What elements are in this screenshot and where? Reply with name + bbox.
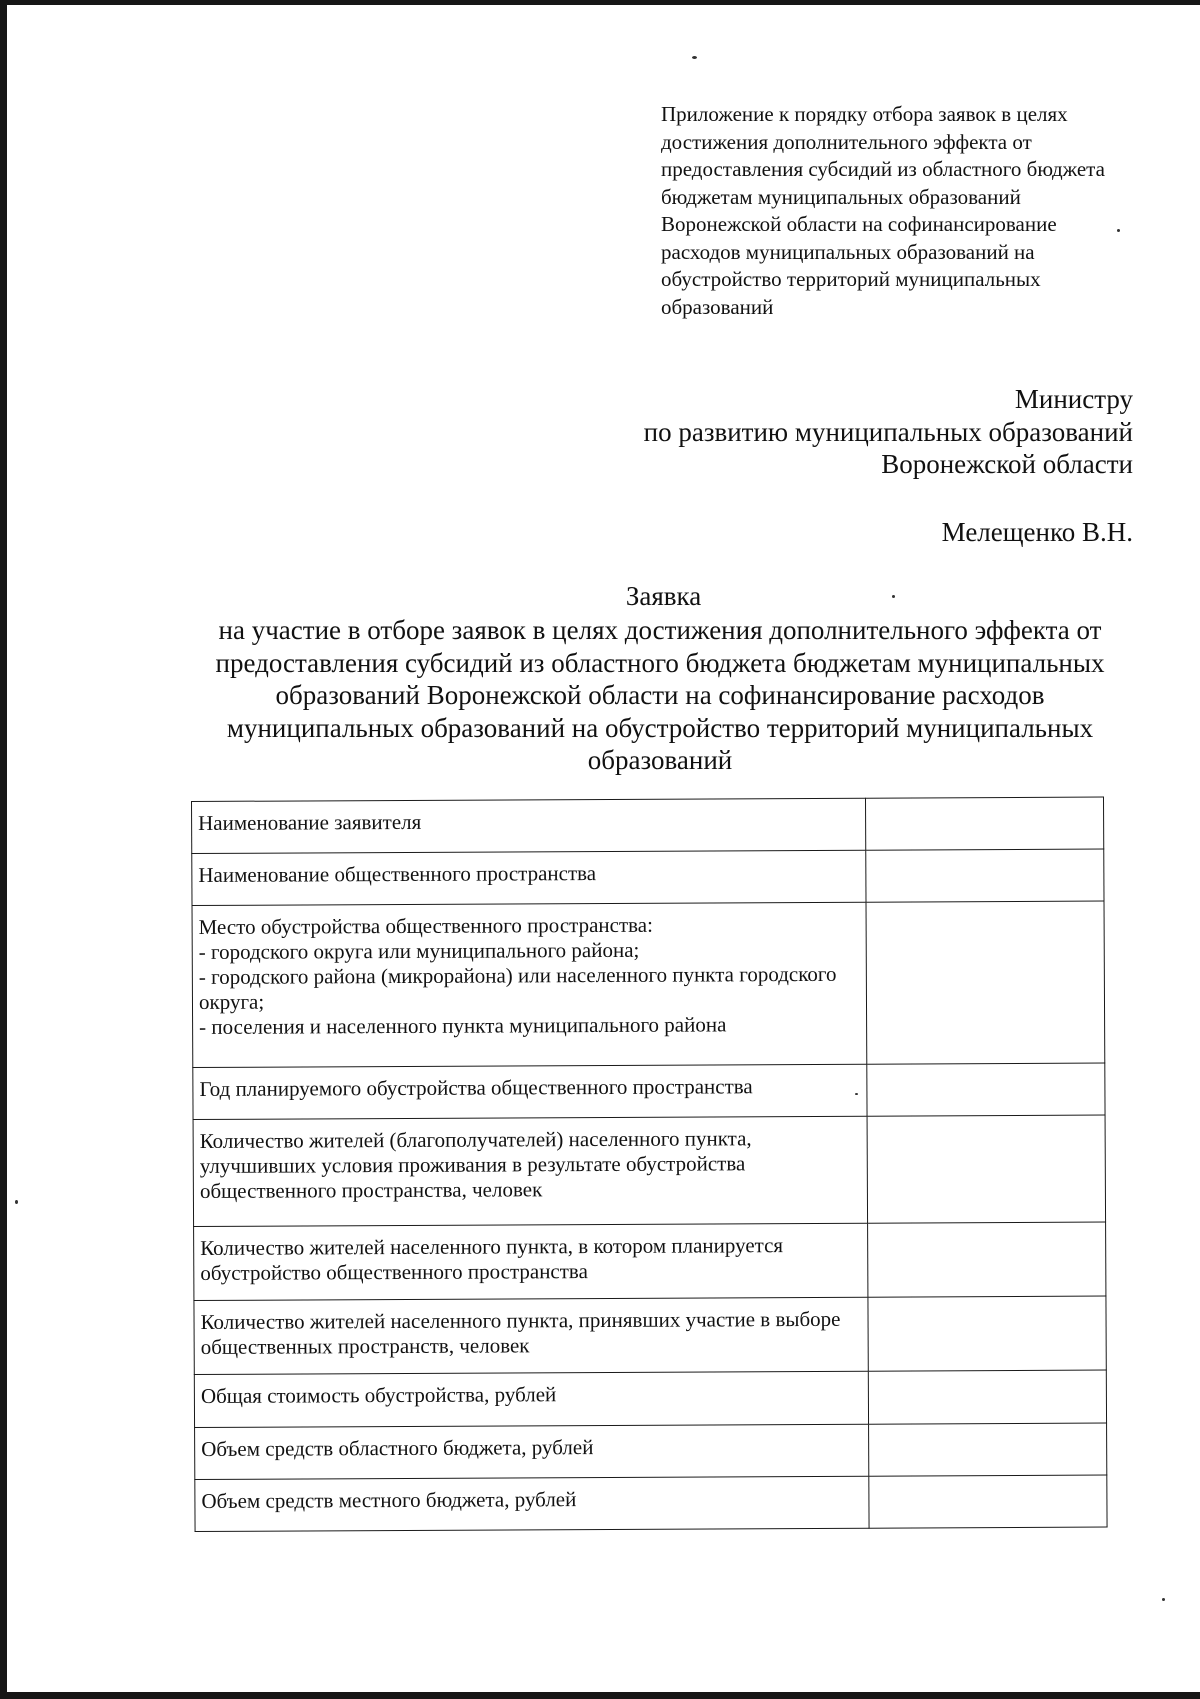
field-label: Общая стоимость обустройства, рублей [194, 1371, 869, 1427]
scan-speck [1162, 1598, 1165, 1601]
table-row [192, 901, 1105, 1067]
field-label: Наименование общественного пространства [192, 850, 867, 905]
table-row [192, 797, 1104, 853]
table-row [194, 1296, 1106, 1374]
field-value[interactable] [866, 849, 1104, 902]
document-subtitle: на участие в отборе заявок в целях достижения дополнительного эффекта от предоставления субсидий из областного бюджета бюджетам муниципальных образований Воронежской области на софинансирование расходов муниципальных образований на обустройство территорий муниципальных образований [215, 615, 1105, 775]
scan-speck [15, 1200, 18, 1204]
field-value[interactable] [866, 797, 1104, 850]
field-label: Объем средств областного бюджета, рублей [195, 1424, 870, 1479]
table-row [194, 1222, 1106, 1300]
scan-speck [692, 56, 697, 59]
field-value[interactable] [869, 1370, 1107, 1424]
field-value[interactable] [867, 1115, 1105, 1223]
field-label: Год планируемого обустройства общественного пространства [193, 1064, 868, 1119]
field-value[interactable] [868, 1296, 1106, 1371]
field-label: Количество жителей населенного пункта, принявших участие в выборе общественных пространств, человек [194, 1297, 869, 1374]
field-value[interactable] [867, 1063, 1105, 1116]
table-row [194, 1370, 1106, 1427]
scan-border-bottom [0, 1692, 1200, 1699]
document-title: Заявка [625, 581, 702, 611]
table-row [195, 1475, 1107, 1531]
field-value[interactable] [868, 1222, 1106, 1297]
scan-border-top [0, 0, 1200, 5]
application-form-table [191, 797, 1108, 1532]
addressee-region: Воронежской области [881, 449, 1133, 479]
field-value[interactable] [869, 1423, 1107, 1476]
addressee-title: Министру [1014, 384, 1133, 414]
field-label: Количество жителей населенного пункта, в котором планируется обустройство общественного пространства [194, 1223, 869, 1300]
field-label: Объем средств местного бюджета, рублей [195, 1476, 870, 1531]
table-row [193, 1115, 1106, 1226]
field-value[interactable] [866, 901, 1104, 1064]
scan-border-left [0, 0, 7, 1699]
addressee-department: по развитию муниципальных образований [643, 416, 1133, 447]
field-label: Место обустройства общественного пространства: - городского округа или муниципального района; - городского района (микрорайона) или населенного пункта городского округа; - поселения и населенного пункта муниципального района [192, 902, 867, 1067]
field-label: Количество жителей (благополучателей) населенного пункта, улучшивших условия проживания в результате обустройства общественного пространства, человек [193, 1116, 868, 1226]
appendix-note: Приложение к порядку отбора заявок в целях достижения дополнительного эффекта от предоставления субсидий из областного бюджета бюджетам муниципальных образований Воронежской области на софинансирование расходов муниципальных образований на обустройство территорий муниципальных образований [661, 102, 1105, 319]
table-row [193, 1063, 1105, 1119]
field-value[interactable] [869, 1475, 1107, 1528]
field-label: Наименование заявителя [192, 798, 867, 853]
addressee-block [644, 383, 1133, 481]
table-row [192, 849, 1104, 905]
table-row [195, 1423, 1107, 1479]
addressee-name: Мелещенко В.Н. [941, 517, 1133, 547]
